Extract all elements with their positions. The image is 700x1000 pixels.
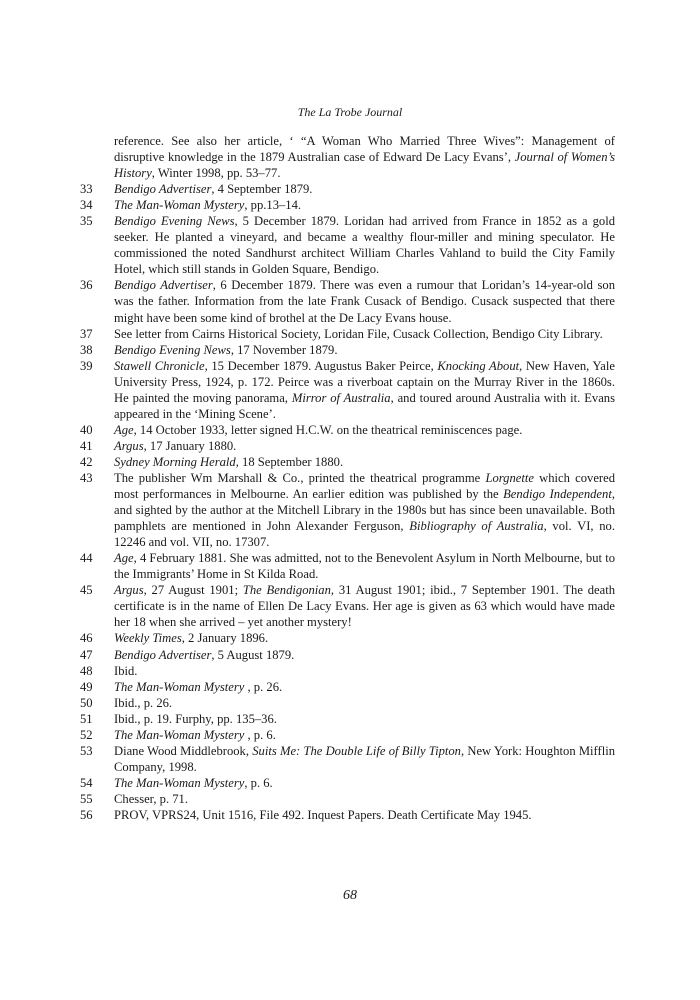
running-header: The La Trobe Journal [297, 105, 403, 119]
endnote-text [114, 727, 615, 743]
italic-title: The Man-Woman Mystery [114, 775, 245, 790]
text-run: , 15 December 1879. Augustus Baker Peirce, [204, 358, 438, 373]
text-run: , vol. VI, no. 12246 and vol. VII, no. 17307. [114, 519, 615, 550]
endnote-number: 49 [80, 679, 93, 694]
italic-title: Bibliography of Australia [409, 519, 544, 534]
endnote-text [114, 663, 615, 679]
text-run: , 5 August 1879. [211, 647, 295, 662]
text-run: Diane Wood Middlebrook, [114, 743, 253, 758]
endnote-number: 41 [80, 438, 93, 453]
italic-title: The Bendigonian [242, 583, 331, 598]
italic-title: The Man-Woman Mystery [114, 679, 245, 694]
text-run: , 27 August 1901; [143, 583, 243, 598]
italic-title: Mirror of Australia [291, 390, 391, 405]
text-run: , Winter 1998, pp. 53–77. [151, 166, 281, 181]
endnote [80, 791, 615, 807]
text-run: , and sighted by the author at the Mitchell Library in the 1980s but has since been unavailable. Both pamphlets are mentioned in John Alexander Ferguson, [114, 487, 615, 534]
page-number: 68 [343, 888, 357, 903]
endnote-text [114, 679, 615, 695]
text-run: which covered most performances in Melbourne. An earlier edition was published by the [114, 470, 615, 502]
text-run: , p. 6. [244, 727, 276, 742]
endnote-number: 53 [80, 743, 93, 758]
endnote-number: 40 [80, 422, 93, 437]
endnote-number: 43 [80, 470, 93, 485]
endnote-number: 33 [80, 182, 93, 197]
italic-title: Bendigo Advertiser [114, 647, 212, 662]
text-run: The publisher Wm Marshall & Co., printed the theatrical programme [114, 470, 486, 485]
text-run: , 17 November 1879. [230, 342, 338, 357]
endnote-text [114, 711, 615, 727]
endnote [80, 775, 615, 791]
italic-title: Sydney Morning Herald [114, 454, 236, 469]
text-run: Ibid., p. 26. [114, 695, 173, 710]
text-run: , 6 December 1879. There was even a rumour that Loridan’s 14-year-old son was the father. Information from the late Frank Cusack of Bendigo. Cusack suspected that there might have been some kind of brothel at the De Lacy Evans house. [114, 278, 615, 325]
endnote [80, 358, 615, 422]
endnote-number: 34 [80, 198, 93, 213]
endnote-text [114, 133, 615, 181]
italic-title: Weekly Times [114, 631, 182, 646]
text-run: Chesser, p. 71. [114, 791, 189, 806]
endnote-text [114, 550, 615, 582]
endnote-text [114, 470, 615, 550]
endnote [80, 213, 615, 277]
italic-title: Age [114, 551, 134, 566]
endnote-number: 55 [80, 791, 93, 806]
endnote [80, 454, 615, 470]
endnote [80, 197, 615, 213]
italic-title: Bendigo Evening News [114, 342, 231, 357]
endnote-number: 50 [80, 695, 93, 710]
endnote-number: 45 [80, 583, 93, 598]
endnote-number: 36 [80, 278, 93, 293]
italic-title: The Man-Woman Mystery [114, 727, 245, 742]
endnote [80, 630, 615, 646]
endnote [80, 342, 615, 358]
text-run: , New York: Houghton Mifflin Company, 1998. [114, 743, 616, 774]
endnote-text [114, 326, 615, 342]
italic-title: Age [114, 422, 134, 437]
text-run: , 2 January 1896. [181, 631, 269, 646]
text-run: , 4 September 1879. [211, 182, 313, 197]
endnote-number: 47 [80, 647, 93, 662]
endnote-number: 48 [80, 663, 93, 678]
italic-title: Bendigo Advertiser [114, 182, 212, 197]
text-run: See letter from Cairns Historical Society, Loridan File, Cusack Collection, Bendigo City Library. [114, 326, 603, 341]
endnote-number: 56 [80, 807, 93, 822]
text-run: , 4 February 1881. She was admitted, not to the Benevolent Asylum in North Melbourne, but to the Immigrants’ Home in St Kilda Road. [114, 551, 615, 582]
endnote-text [114, 181, 615, 197]
text-run: , 31 August 1901; ibid., 7 September 1901. The death certificate is in the name of Ellen De Lacy Evans. Her age is given as 63 which would have made her 18 when she arrived – yet another mystery! [114, 583, 615, 630]
endnote-text [114, 647, 615, 663]
text-run: , p. 6. [244, 775, 273, 790]
endnotes-list [80, 133, 615, 823]
endnote-number [80, 133, 114, 181]
endnote-text [114, 342, 615, 358]
endnote-text [114, 358, 615, 422]
text-run: , 18 September 1880. [235, 454, 344, 469]
text-run: , and toured around Australia with it. Evans appeared in the ‘Mining Scene’. [114, 390, 615, 421]
endnote-number: 44 [80, 551, 93, 566]
endnote [80, 277, 615, 325]
endnote-text [114, 197, 615, 213]
italic-title: Bendigo Independent [503, 487, 612, 502]
endnote-text [114, 454, 615, 470]
italic-title: The Man-Woman Mystery [114, 198, 245, 213]
endnote [80, 663, 615, 679]
text-run: , p. 26. [244, 679, 283, 694]
endnote-text [114, 695, 615, 711]
endnote [80, 647, 615, 663]
endnote-text [114, 743, 615, 775]
text-run: Ibid., p. 19. Furphy, pp. 135–36. [114, 711, 277, 726]
endnote [80, 133, 615, 181]
endnote [80, 582, 615, 630]
endnote [80, 807, 615, 823]
endnote-text [114, 791, 615, 807]
italic-title: Suits Me: The Double Life of Billy Tipton [252, 743, 461, 758]
endnote [80, 550, 615, 582]
endnote [80, 470, 615, 550]
endnote [80, 181, 615, 197]
endnote-number: 54 [80, 775, 93, 790]
endnote [80, 679, 615, 695]
endnote-text [114, 775, 615, 791]
endnote [80, 727, 615, 743]
endnote [80, 422, 615, 438]
text-run: Ibid. [114, 663, 138, 678]
italic-title: Lorgnette [485, 470, 534, 485]
endnote-text [114, 422, 615, 438]
endnote [80, 326, 615, 342]
italic-title: Knocking About [437, 358, 520, 373]
endnote-number: 52 [80, 727, 93, 742]
italic-title: Bendigo Advertiser [114, 278, 213, 293]
italic-title: Bendigo Evening News [114, 214, 235, 229]
text-run: , New Haven, Yale University Press, 1924, p. 172. Peirce was a riverboat captain on the Murray River in the 1860s. He painted the moving panorama, [114, 358, 615, 405]
endnote-text [114, 277, 615, 325]
italic-title: Argus [114, 583, 144, 598]
text-run: , 17 January 1880. [143, 438, 237, 453]
text-run: PROV, VPRS24, Unit 1516, File 492. Inquest Papers. Death Certificate May 1945. [114, 807, 532, 822]
endnote-number: 46 [80, 631, 93, 646]
endnote-text [114, 807, 615, 823]
endnote-number: 39 [80, 358, 93, 373]
italic-title: Stawell Chronicle [114, 358, 205, 373]
text-run: reference. See also her article, ‘ “A Woman Who Married Three Wives”: Management of disruptive knowledge in the 1879 Australian case of Edward De Lacy Evans’, [114, 134, 615, 165]
endnote-text [114, 630, 615, 646]
endnote-text [114, 582, 615, 630]
italic-title: Argus [114, 438, 144, 453]
text-run: , 14 October 1933, letter signed H.C.W. on the theatrical reminiscences page. [133, 422, 523, 437]
italic-title: Journal of Women’s History [114, 150, 615, 181]
endnote [80, 743, 615, 775]
endnote-number: 51 [80, 711, 93, 726]
text-run: , 5 December 1879. Loridan had arrived from France in 1852 as a gold seeker. He planted a vineyard, and became a wealthy flour-miller and mining speculator. He commissioned the noted Sandhurst architect William Charles Vahland to build the City Family Hotel, which still stands in Golden Square, Bendigo. [114, 214, 615, 277]
endnote [80, 711, 615, 727]
endnote-number: 37 [80, 326, 93, 341]
text-run: , pp.13–14. [244, 198, 302, 213]
endnote [80, 438, 615, 454]
endnote-number: 35 [80, 214, 93, 229]
endnote-text [114, 438, 615, 454]
endnote-number: 38 [80, 342, 93, 357]
endnote-text [114, 213, 615, 277]
endnote [80, 695, 615, 711]
endnote-number: 42 [80, 454, 93, 469]
